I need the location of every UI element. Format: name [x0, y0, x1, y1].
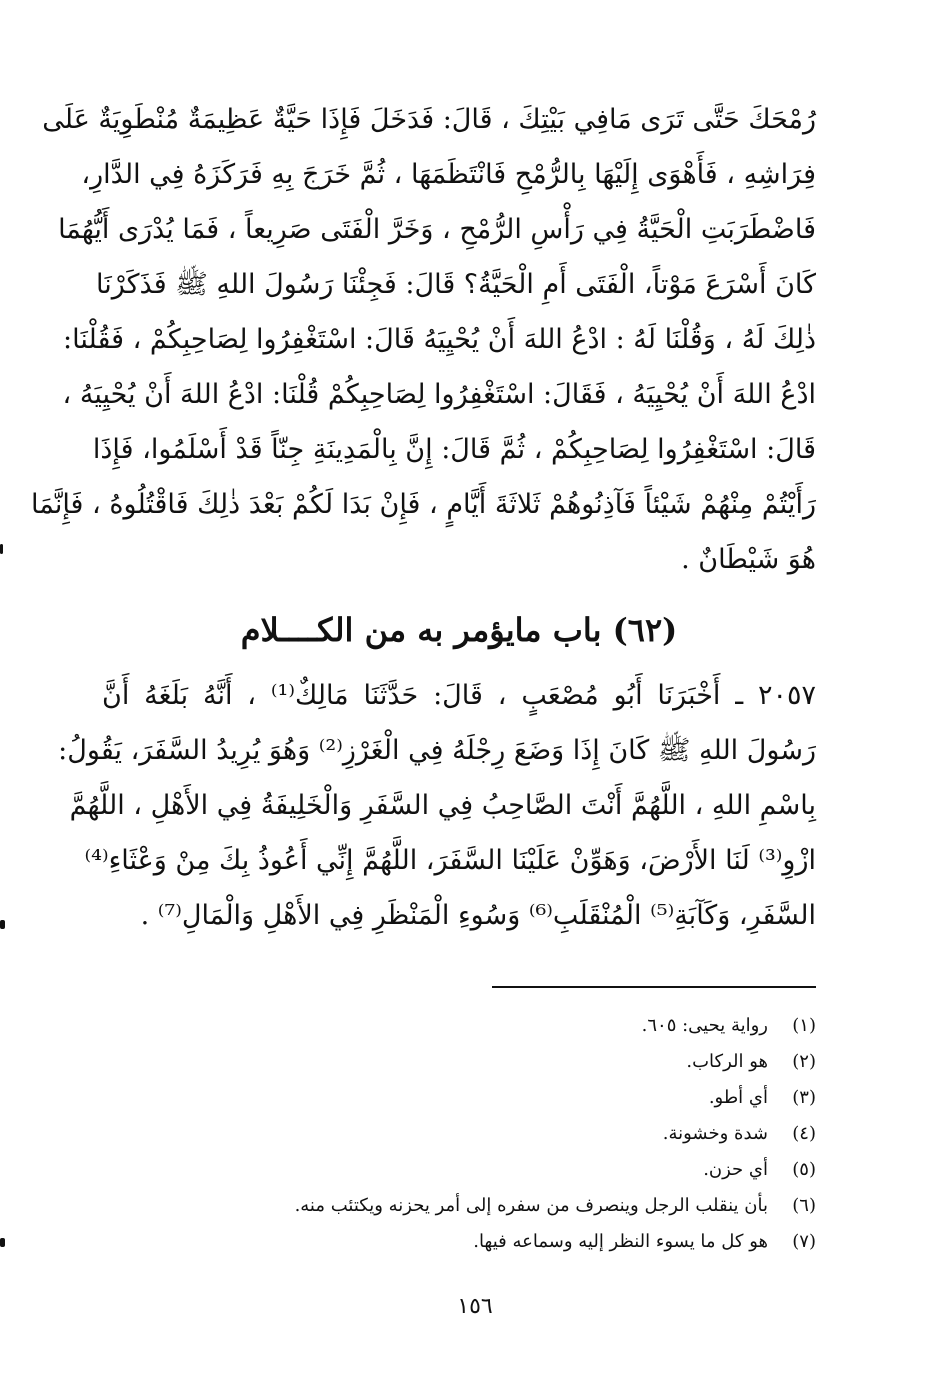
scan-edge-mark — [0, 920, 5, 929]
main-text-block — [30, 92, 816, 587]
scan-edge-mark — [0, 1238, 5, 1247]
text-line: رُمْحَكَ حَتَّى تَرَى مَافِي بَيْتِكَ ، قَالَ: فَدَخَلَ فَإِذَا حَيَّةٌ عَظِيمَةٌ مُنْطَوِيَةٌ عَلَى — [42, 104, 816, 135]
hadith-line: ٢٠٥٧ ـ أَخْبَرَنَا أَبُو مُصْعَبٍ ، قَالَ: حَدَّثَنَا مَالِكٌ⁽¹⁾ ، أَنَّهُ بَلَغَهُ أَنَّ — [102, 680, 817, 711]
footnote-item — [200, 1080, 816, 1116]
footnotes — [200, 1008, 816, 1260]
hadith-line: ازْوِ⁽³⁾ لَنَا الأَرْضَ، وَهَوِّنْ عَلَيْنَا السَّفَرَ، اللَّهُمَّ إِنِّي أَعُوذُ بِكَ مِنْ وَعْثَاءِ⁽⁴⁾ — [84, 845, 816, 876]
footnote-number: (٦) — [792, 1195, 816, 1216]
footnote-number: (٧) — [792, 1231, 816, 1252]
text-line: قَالَ: اسْتَغْفِرُوا لِصَاحِبِكُمْ ، ثُمَّ قَالَ: إِنَّ بِالْمَدِينَةِ جِنّاً قَدْ أَسْلَمُوا، فَإِذَا — [92, 434, 816, 465]
hadith-line: رَسُولَ اللهِ ﷺ كَانَ إِذَا وَضَعَ رِجْلَهُ فِي الْغَرْزِ⁽²⁾ وَهُوَ يُرِيدُ السَّفَرَ، يَقُولُ: — [58, 735, 816, 766]
footnote-text: أي أطو. — [708, 1087, 768, 1108]
footnote-text: أي حزن. — [703, 1159, 768, 1180]
footnote-number: (٤) — [792, 1123, 816, 1144]
hadith-text-block — [58, 668, 817, 943]
footnote-text: بأن ينقلب الرجل وينصرف من سفره إلى أمر يحزنه ويكتئب منه. — [294, 1195, 768, 1216]
text-line: فِرَاشِهِ ، فَأَهْوَى إِلَيْهَا بِالرُّمْحِ فَانْتَظَمَهَا ، ثُمَّ خَرَجَ بِهِ فَرَكَزَهُ فِي الدَّارِ، — [81, 159, 816, 190]
chapter-heading: (٦٢) باب مايؤمر به من الكــــلام — [240, 611, 678, 649]
footnote-item — [200, 1152, 816, 1188]
footnote-text: هو الركاب. — [686, 1051, 768, 1072]
page-number: ١٥٦ — [457, 1294, 493, 1319]
footnote-number: (٢) — [792, 1051, 816, 1072]
footnote-item — [200, 1116, 816, 1152]
footnote-number: (١) — [792, 1015, 816, 1036]
text-line: هُوَ شَيْطَانٌ . — [681, 544, 816, 575]
footnote-number: (٣) — [792, 1087, 816, 1108]
hadith-line: بِاسْمِ اللهِ ، اللَّهُمَّ أَنْتَ الصَّاحِبُ فِي السَّفَرِ وَالْخَلِيفَةُ فِي الأَهْلِ ، اللَّهُمَّ — [69, 790, 816, 821]
scan-edge-mark — [0, 544, 3, 554]
text-line: كَانَ أَسْرَعَ مَوْتاً، الْفَتَى أَمِ الْحَيَّةُ؟ قَالَ: فَجِئْنَا رَسُولَ اللهِ ﷺ فَذَكَرْنَا — [96, 269, 816, 300]
text-line: رَأَيْتُمْ مِنْهُمْ شَيْئاً فَآذِنُوهُمْ ثَلاثَةَ أَيَّامٍ ، فَإِنْ بَدَا لَكُمْ بَعْدَ ذٰلِكَ فَاقْتُلُوهُ ، فَإِنَّمَا — [30, 489, 816, 520]
footnote-item — [200, 1188, 816, 1224]
footnote-item — [200, 1044, 816, 1080]
footnote-item — [200, 1008, 816, 1044]
footnote-divider — [492, 986, 816, 988]
text-line: ادْعُ اللهَ أَنْ يُحْيِيَهُ ، فَقَالَ: اسْتَغْفِرُوا لِصَاحِبِكُمْ قُلْنَا: ادْعُ اللهَ أَنْ يُحْيِيَهُ ، — [62, 379, 816, 410]
hadith-line: السَّفَرِ، وَكَآبَةِ⁽⁵⁾ الْمُنْقَلَبِ⁽⁶⁾ وَسُوءِ الْمَنْظَرِ فِي الأَهْلِ وَالْمَالِ⁽⁷⁾ . — [140, 900, 816, 931]
footnote-item — [200, 1224, 816, 1260]
footnote-text: هو كل ما يسوء النظر إليه وسماعه فيها. — [473, 1231, 768, 1252]
footnote-number: (٥) — [792, 1159, 816, 1180]
text-line: فَاضْطَرَبَتِ الْحَيَّةُ فِي رَأْسِ الرُّمْحِ ، وَخَرَّ الْفَتَى صَرِيعاً ، فَمَا يُدْرَى أَيُّهُمَا — [58, 214, 816, 245]
footnote-text: شدة وخشونة. — [662, 1123, 768, 1144]
text-line: ذٰلِكَ لَهُ ، وَقُلْنَا لَهُ : ادْعُ اللهَ أَنْ يُحْيِيَهُ قَالَ: اسْتَغْفِرُوا لِصَاحِبِكُمْ ، فَقُلْنَا: — [63, 324, 816, 355]
footnote-text: رواية يحيى: ٦٠٥. — [641, 1015, 768, 1036]
